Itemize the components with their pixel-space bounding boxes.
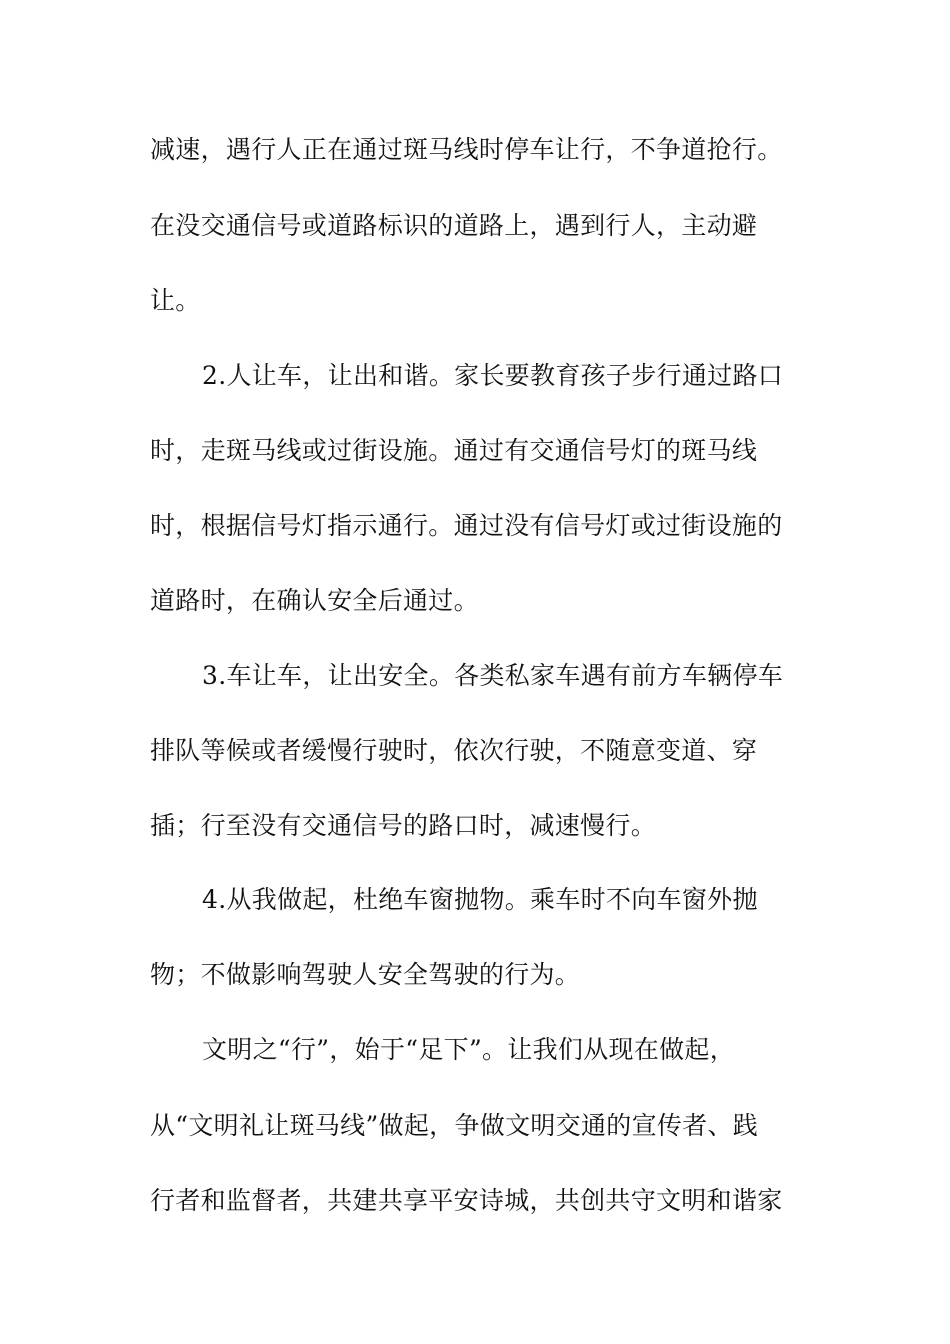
paragraph-line: 行者和监督者，共建共享平安诗城，共创共守文明和谐家 (150, 1186, 783, 1215)
paragraph-line: 从“文明礼让斑马线”做起，争做文明交通的宣传者、践 (150, 1111, 759, 1140)
paragraph-line: 3.车让车，让出安全。各类私家车遇有前方车辆停车 (202, 661, 784, 690)
paragraph-line: 2.人让车，让出和谐。家长要教育孩子步行通过路口 (202, 361, 784, 390)
paragraph-line: 道路时，在确认安全后通过。 (150, 586, 479, 615)
paragraph-line: 减速，遇行人正在通过斑马线时停车让行，不争道抢行。 (150, 135, 783, 164)
paragraph-line: 文明之“行”，始于“足下”。让我们从现在做起， (202, 1035, 736, 1064)
paragraph-line: 物；不做影响驾驶人安全驾驶的行为。 (150, 960, 581, 989)
paragraph-line: 插；行至没有交通信号的路口时，减速慢行。 (150, 811, 657, 840)
paragraph-line: 4.从我做起，杜绝车窗抛物。乘车时不向车窗外抛 (202, 885, 758, 914)
paragraph-line: 让。 (150, 286, 201, 315)
paragraph-line: 时，根据信号灯指示通行。通过没有信号灯或过街设施的 (150, 511, 783, 540)
paragraph-line: 排队等候或者缓慢行驶时，依次行驶，不随意变道、穿 (150, 736, 758, 765)
paragraph-line: 在没交通信号或道路标识的道路上，遇到行人，主动避 (150, 211, 758, 240)
paragraph-line: 时，走斑马线或过街设施。通过有交通信号灯的斑马线 (150, 436, 758, 465)
